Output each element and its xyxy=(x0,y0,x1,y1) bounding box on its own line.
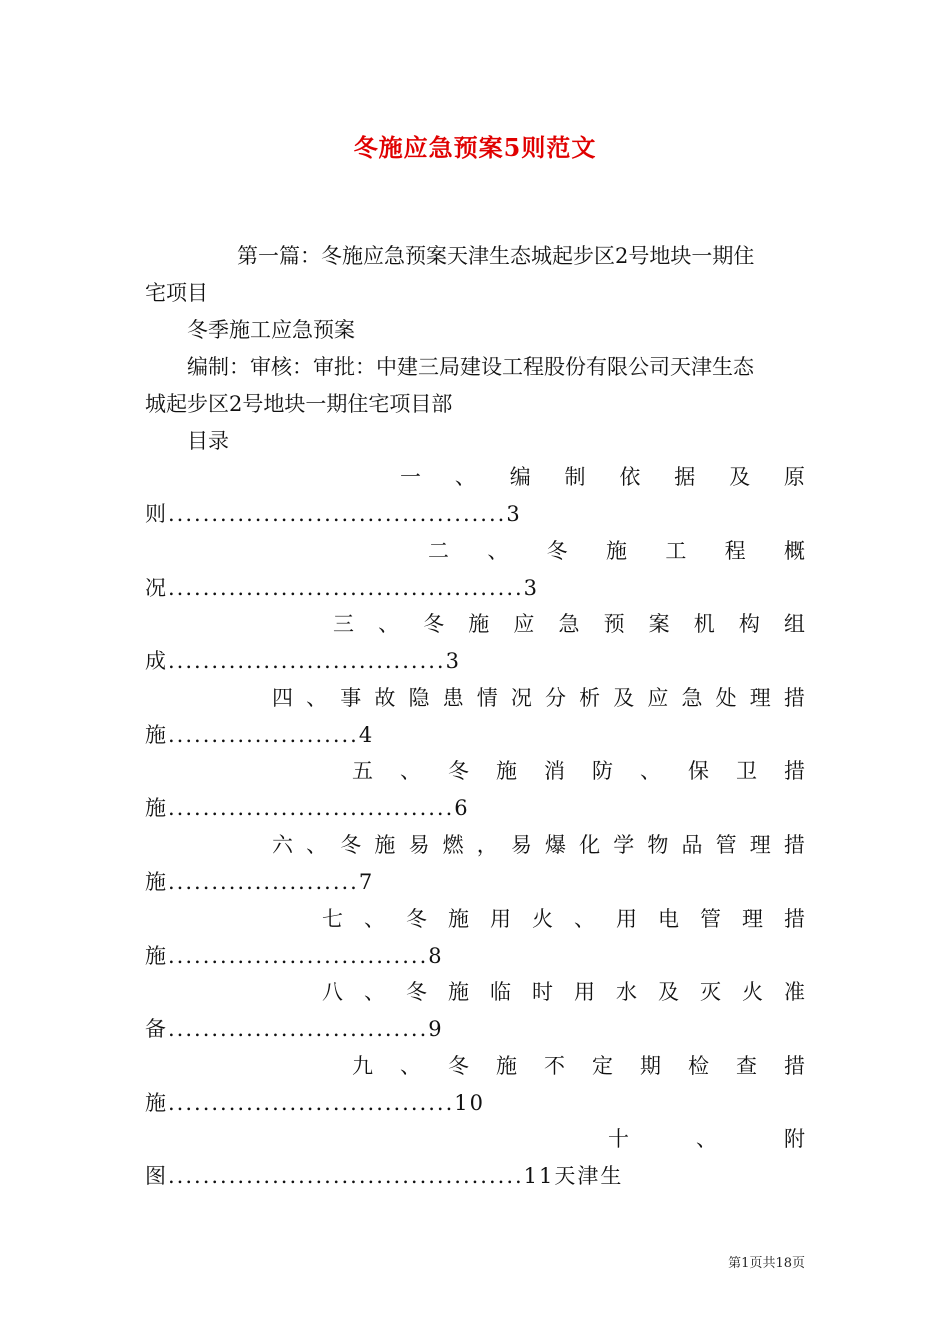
toc-char: 、 xyxy=(306,833,328,857)
toc-char: 及 xyxy=(658,980,679,1004)
toc-char: 组 xyxy=(783,612,805,636)
toc-char: 化 xyxy=(579,833,601,857)
toc-char: 措 xyxy=(784,759,805,783)
toc-char: 易 xyxy=(408,833,430,857)
toc-char: 构 xyxy=(738,612,760,636)
toc-char: 、 xyxy=(574,907,595,931)
section-subtitle: 冬季施工应急预案 xyxy=(187,318,355,342)
toc-entry-line2: 则.......................................3 xyxy=(145,502,522,526)
toc-char: 六 xyxy=(272,833,293,857)
toc-char: 物 xyxy=(647,833,669,857)
toc-char: 冬 xyxy=(406,980,427,1004)
toc-entry-line1 xyxy=(352,1048,805,1085)
toc-char: 理 xyxy=(742,907,763,931)
toc-char: 管 xyxy=(700,907,721,931)
toc-char: 施 xyxy=(468,612,490,636)
toc-char: 火 xyxy=(532,907,553,931)
toc-char: 机 xyxy=(693,612,715,636)
toc-char: 况 xyxy=(510,686,532,710)
toc-char: 、 xyxy=(364,980,385,1004)
toc-char: 、 xyxy=(364,907,385,931)
toc-label: 目录 xyxy=(187,429,229,453)
toc-char: ， xyxy=(476,833,498,857)
toc-char: 冬 xyxy=(546,539,568,563)
section-heading-line2: 宅项目 xyxy=(145,281,208,305)
toc-entry-line1 xyxy=(428,533,805,570)
toc-char: 冬 xyxy=(340,833,362,857)
toc-char: 四 xyxy=(272,686,293,710)
toc-char: 、 xyxy=(696,1127,717,1151)
toc-entry-line2: 成................................3 xyxy=(145,649,461,673)
toc-char: 措 xyxy=(783,833,805,857)
toc-char: 防 xyxy=(592,759,613,783)
toc-char: 急 xyxy=(681,686,703,710)
toc-entry-line2: 施......................4 xyxy=(145,723,375,747)
toc-char: 编 xyxy=(509,465,531,489)
toc-char: 处 xyxy=(715,686,737,710)
toc-char: 电 xyxy=(658,907,679,931)
toc-char: 管 xyxy=(715,833,737,857)
toc-char: 急 xyxy=(558,612,580,636)
toc-char: 理 xyxy=(749,833,771,857)
toc-char: 施 xyxy=(605,539,627,563)
toc-char: 理 xyxy=(749,686,771,710)
toc-char: 施 xyxy=(374,833,396,857)
toc-char: 临 xyxy=(490,980,511,1004)
toc-entry-line2: 况.........................................3 xyxy=(145,576,540,600)
toc-char: 患 xyxy=(442,686,464,710)
toc-char: 用 xyxy=(574,980,595,1004)
toc-char: 分 xyxy=(545,686,566,710)
toc-char: 施 xyxy=(496,1054,517,1078)
toc-char: 应 xyxy=(647,686,669,710)
toc-char: 、 xyxy=(454,465,476,489)
toc-char: 检 xyxy=(688,1054,709,1078)
info-line1: 编制：审核：审批：中建三局建设工程股份有限公司天津生态 xyxy=(187,355,754,379)
toc-char: 学 xyxy=(613,833,635,857)
toc-char: 冬 xyxy=(448,1054,469,1078)
toc-char: 冬 xyxy=(406,907,427,931)
toc-char: 火 xyxy=(742,980,763,1004)
toc-entry-line2: 图.........................................11天津生 xyxy=(145,1164,624,1188)
section-heading-line1: 第一篇：冬施应急预案天津生态城起步区2号地块一期住 xyxy=(237,244,755,268)
toc-char: 、 xyxy=(378,612,400,636)
toc-char: 程 xyxy=(724,539,746,563)
toc-char: 、 xyxy=(400,1054,421,1078)
toc-char: 三 xyxy=(333,612,354,636)
page-title: 冬施应急预案5则范文 xyxy=(353,133,597,162)
toc-entry-line2: 备..............................9 xyxy=(145,1017,444,1041)
toc-char: 燃 xyxy=(442,833,464,857)
toc-entry-line2: 施......................7 xyxy=(145,870,375,894)
toc-char: 用 xyxy=(616,907,637,931)
toc-entry-line1 xyxy=(352,753,805,790)
toc-char: 案 xyxy=(648,612,670,636)
toc-char: 灭 xyxy=(700,980,721,1004)
toc-entry-line1 xyxy=(322,974,805,1011)
toc-char: 查 xyxy=(736,1054,757,1078)
toc-char: 、 xyxy=(640,759,661,783)
toc-char: 冬 xyxy=(448,759,469,783)
info-line2: 城起步区2号地块一期住宅项目部 xyxy=(145,392,453,416)
toc-char: 情 xyxy=(476,686,498,710)
toc-char: 附 xyxy=(784,1127,805,1151)
toc-char: 、 xyxy=(306,686,328,710)
toc-char: 七 xyxy=(322,907,343,931)
toc-char: 卫 xyxy=(736,759,757,783)
toc-char: 工 xyxy=(665,539,687,563)
toc-char: 准 xyxy=(784,980,805,1004)
toc-entry-line2: 施..............................8 xyxy=(145,944,444,968)
toc-char: 制 xyxy=(564,465,586,489)
toc-char: 品 xyxy=(681,833,703,857)
toc-char: 五 xyxy=(352,759,373,783)
toc-char: 水 xyxy=(616,980,637,1004)
toc-char: 一 xyxy=(400,465,421,489)
page-footer: 第1页共18页 xyxy=(728,1256,805,1271)
toc-char: 用 xyxy=(490,907,511,931)
toc-char: 故 xyxy=(374,686,396,710)
toc-char: 期 xyxy=(640,1054,661,1078)
toc-entry-line1 xyxy=(400,459,805,496)
toc-char: 不 xyxy=(544,1054,565,1078)
toc-char: 定 xyxy=(592,1054,613,1078)
toc-entry-line2: 施.................................6 xyxy=(145,796,470,820)
toc-char: 二 xyxy=(428,539,449,563)
toc-char: 十 xyxy=(608,1127,629,1151)
toc-char: 事 xyxy=(340,686,362,710)
toc-char: 预 xyxy=(603,612,625,636)
toc-char: 施 xyxy=(448,907,469,931)
toc-char: 九 xyxy=(352,1054,373,1078)
toc-char: 施 xyxy=(448,980,469,1004)
toc-char: 措 xyxy=(783,686,805,710)
toc-char: 原 xyxy=(783,465,805,489)
toc-entry-line1 xyxy=(272,680,805,717)
toc-entry-line2: 施.................................10 xyxy=(145,1091,486,1115)
toc-char: 应 xyxy=(513,612,535,636)
toc-char: 及 xyxy=(729,465,751,489)
toc-char: 概 xyxy=(783,539,805,563)
toc-char: 措 xyxy=(784,907,805,931)
toc-char: 时 xyxy=(532,980,553,1004)
toc-entry-line1 xyxy=(272,827,805,864)
toc-char: 措 xyxy=(784,1054,805,1078)
toc-char: 消 xyxy=(544,759,565,783)
toc-char: 八 xyxy=(322,980,343,1004)
toc-char: 易 xyxy=(510,833,532,857)
toc-entry-line1 xyxy=(322,901,805,938)
toc-char: 保 xyxy=(688,759,709,783)
toc-char: 爆 xyxy=(545,833,566,857)
toc-char: 、 xyxy=(487,539,509,563)
toc-entry-line1 xyxy=(333,606,805,643)
toc-char: 施 xyxy=(496,759,517,783)
toc-char: 及 xyxy=(613,686,635,710)
toc-char: 据 xyxy=(674,465,696,489)
toc-char: 依 xyxy=(619,465,641,489)
toc-char: 隐 xyxy=(408,686,430,710)
toc-char: 析 xyxy=(579,686,601,710)
toc-char: 冬 xyxy=(423,612,445,636)
toc-entry-line1 xyxy=(608,1121,805,1158)
toc-char: 、 xyxy=(400,759,421,783)
